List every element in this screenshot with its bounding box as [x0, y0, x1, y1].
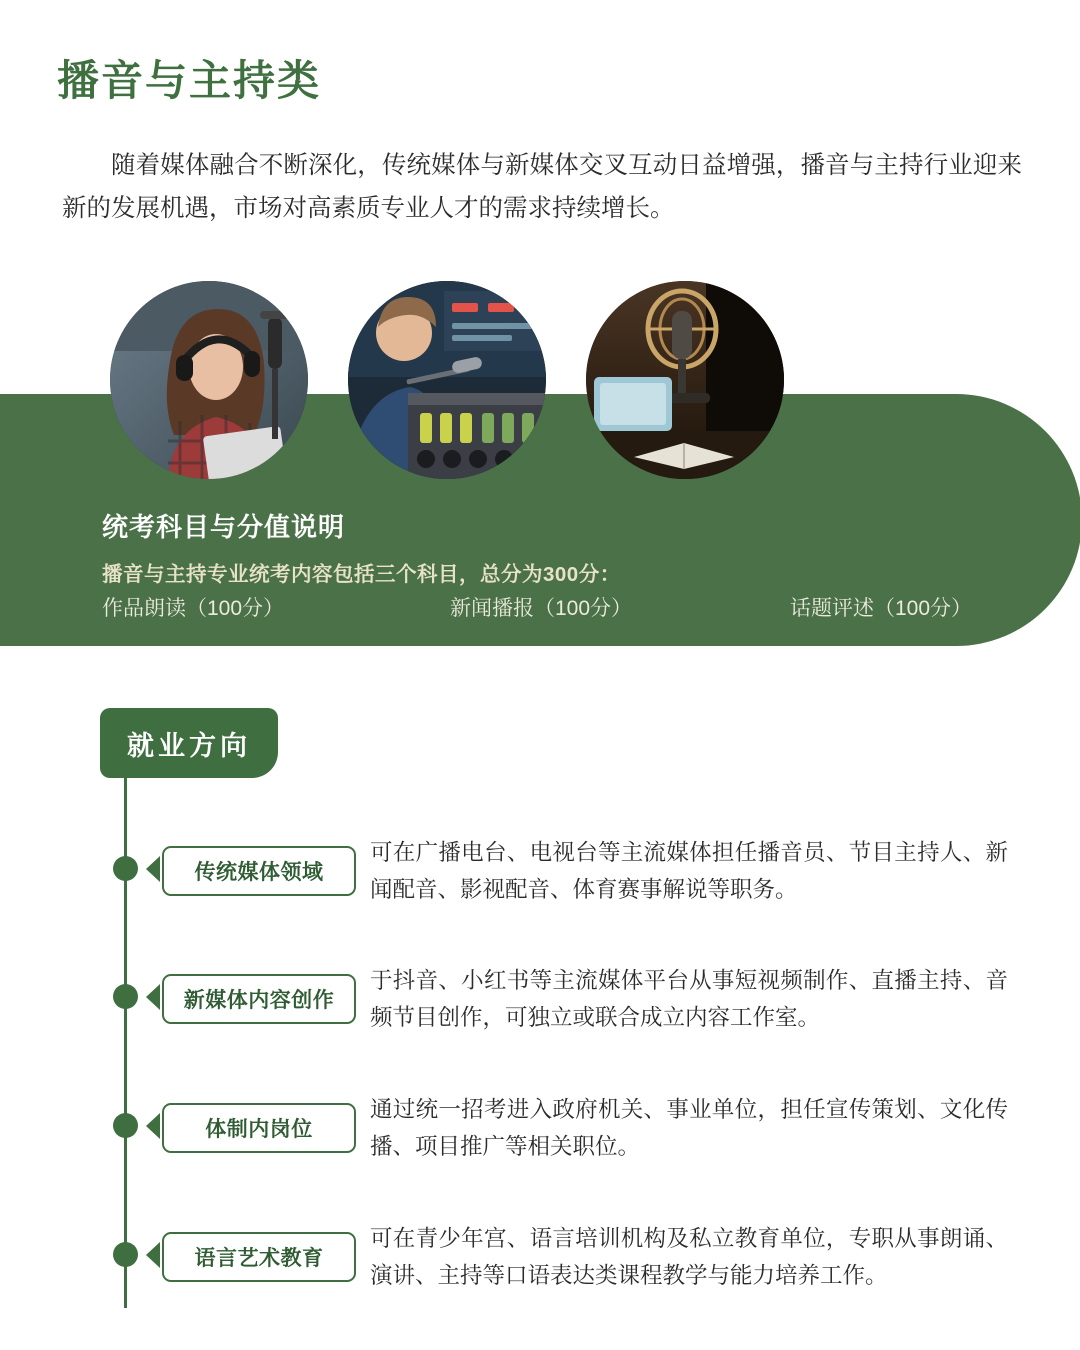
page-title: 播音与主持类 [57, 57, 322, 104]
employment-description: 于抖音、小红书等主流媒体平台从事短视频制作、直播主持、音频节目创作，可独立或联合成立内容工作室。 [370, 968, 1008, 1031]
employment-tag [162, 1232, 356, 1282]
exam-subject: 作品朗读（100分） [102, 597, 285, 620]
employment-section-chip [100, 708, 278, 778]
list-item [0, 828, 1080, 928]
employment-tag [162, 1103, 356, 1153]
employment-tag [162, 846, 356, 896]
employment-description: 可在广播电台、电视台等主流媒体担任播音员、节目主持人、新闻配音、影视配音、体育赛事解说等职务。 [370, 840, 1008, 903]
employment-tag-label: 体制内岗位 [205, 1118, 313, 1141]
timeline-dot-icon [113, 856, 138, 881]
exam-subheading: 播音与主持专业统考内容包括三个科目，总分为300分： [102, 563, 621, 586]
arrow-right-icon [146, 984, 160, 1010]
exam-heading: 统考科目与分值说明 [102, 512, 346, 542]
arrow-right-icon [146, 1113, 160, 1139]
employment-tag-label: 语言艺术教育 [194, 1247, 324, 1270]
timeline-dot-icon [113, 984, 138, 1009]
intro-paragraph: 随着媒体融合不断深化，传统媒体与新媒体交叉互动日益增强，播音与主持行业迎来新的发展机遇，市场对高素质专业人才的需求持续增长。 [62, 152, 1022, 222]
list-item [0, 956, 1080, 1056]
employment-section-label: 就业方向 [127, 730, 251, 761]
employment-tag-label: 传统媒体领域 [194, 861, 324, 884]
timeline-dot-icon [113, 1113, 138, 1138]
exam-subject: 新闻播报（100分） [450, 597, 633, 620]
list-item [0, 1214, 1080, 1314]
list-item [0, 1085, 1080, 1185]
employment-description: 可在青少年宫、语言培训机构及私立教育单位，专职从事朗诵、演讲、主持等口语表达类课程教学与能力培养工作。 [370, 1226, 1008, 1289]
photo-female-host-headphones [110, 281, 308, 479]
employment-description: 通过统一招考进入政府机关、事业单位，担任宣传策划、文化传播、项目推广等相关职位。 [370, 1097, 1008, 1160]
arrow-right-icon [146, 856, 160, 882]
employment-tag-label: 新媒体内容创作 [183, 989, 335, 1012]
exam-subject-list [102, 592, 992, 622]
timeline-dot-icon [113, 1242, 138, 1267]
photo-radio-control-desk [348, 281, 546, 479]
exam-subject: 话题评述（100分） [790, 597, 973, 620]
arrow-right-icon [146, 1242, 160, 1268]
photo-row [110, 281, 784, 479]
photo-studio-microphone [586, 281, 784, 479]
employment-tag [162, 974, 356, 1024]
